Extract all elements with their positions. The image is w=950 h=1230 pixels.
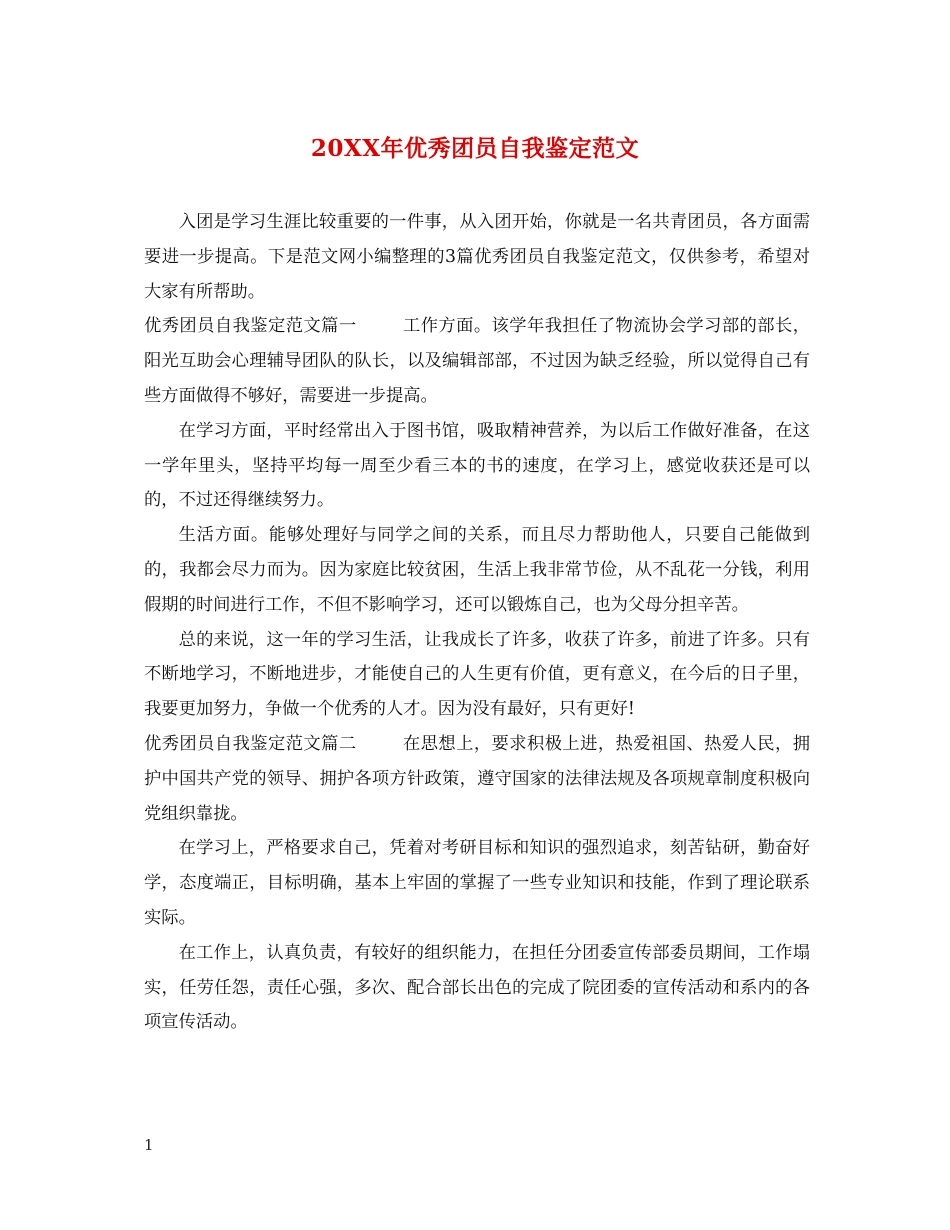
section-1-heading: 优秀团员自我鉴定范文篇一 <box>144 316 357 337</box>
section-2-paragraph-work: 在工作上，认真负责，有较好的组织能力，在担任分团委宣传部委员期间，工作塌实，任劳任怨，责任心强，多次、配合部长出色的完成了院团委的宣传活动和系内的各项宣传活动。 <box>144 942 810 1033</box>
document-title: 20XX年优秀团员自我鉴定范文 <box>310 135 640 162</box>
section-2-first-paragraph <box>144 727 810 831</box>
section-2-paragraph-study: 在学习上，严格要求自己，凭着对考研目标和知识的强烈追求，刻苦钻研，勤奋好学，态度端正，目标明确，基本上牢固的掌握了一些专业知识和技能，作到了理论联系实际。 <box>144 838 810 928</box>
section-1-first-paragraph <box>144 309 810 413</box>
page-number: 1 <box>144 1136 154 1154</box>
section-2-lead-text: 在思想上，要求积极上进，热爱祖国、热爱人民，拥护中国共产党的领导、拥护各项方针政策，遵守国家的法律法规及各项规章制度积极向党组织靠拢。 <box>144 733 810 824</box>
section-1-paragraph-summary: 总的来说，这一年的学习生活，让我成长了许多，收获了许多，前进了许多。只有不断地学习，不断地进步，才能使自己的人生更有价值，更有意义，在今后的日子里，我要更加努力，争做一个优秀的人才。因为没有最好，只有更好! <box>144 629 810 720</box>
section-1-paragraph-study: 在学习方面，平时经常出入于图书馆，吸取精神营养，为以后工作做好准备，在这一学年里头，坚持平均每一周至少看三本的书的速度，在学习上，感觉收获还是可以的，不过还得继续努力。 <box>144 420 810 511</box>
section-2-heading: 优秀团员自我鉴定范文篇二 <box>144 733 357 754</box>
section-1-paragraph-life: 生活方面。能够处理好与同学之间的关系，而且尽力帮助他人，只要自己能做到的，我都会尽力而为。因为家庭比较贫困，生活上我非常节俭，从不乱花一分钱，利用假期的时间进行工作，不但不影响学习，还可以锻炼自己，也为父母分担辛苦。 <box>144 525 810 615</box>
intro-paragraph: 入团是学习生涯比较重要的一件事，从入团开始，你就是一名共青团员，各方面需要进一步提高。下是范文网小编整理的3篇优秀团员自我鉴定范文，仅供参考，希望对大家有所帮助。 <box>144 212 810 302</box>
document-body <box>144 205 810 1040</box>
section-1-lead-text: 工作方面。该学年我担任了物流协会学习部的部长，阳光互助会心理辅导团队的队长，以及编辑部部，不过因为缺乏经验，所以觉得自己有些方面做得不够好，需要进一步提高。 <box>144 316 810 406</box>
